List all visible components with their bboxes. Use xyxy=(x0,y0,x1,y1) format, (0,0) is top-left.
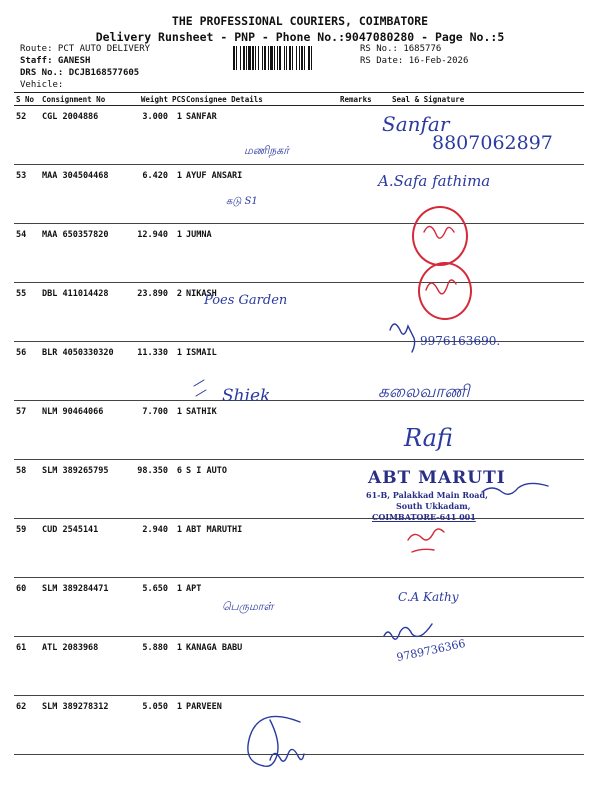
cell-consignment: CGL 2004886 xyxy=(40,106,124,165)
cell-consignment: BLR 4050330320 xyxy=(40,342,124,401)
phone-row-62: 9789736366 xyxy=(395,636,467,665)
drs-number: DRS No.: DCJB168577605 xyxy=(20,68,140,78)
col-remarks: Remarks xyxy=(340,94,372,104)
cell-weight: 5.050 xyxy=(124,696,170,755)
col-sno: S No xyxy=(14,93,40,106)
cell-sno: 52 xyxy=(14,106,40,165)
route-label: Route: PCT AUTO DELIVERY xyxy=(20,44,151,54)
cell-weight: 2.940 xyxy=(124,519,170,578)
signature-scribble-row-60 xyxy=(408,529,444,552)
cell-pcs: 2 xyxy=(170,283,184,342)
cell-pcs: 1 xyxy=(170,696,184,755)
cell-consignee: NIKASH xyxy=(184,283,338,342)
cell-weight: 5.880 xyxy=(124,637,170,696)
cell-pcs: 1 xyxy=(170,106,184,165)
cell-weight: 12.940 xyxy=(124,224,170,283)
cell-pcs: 6 xyxy=(170,460,184,519)
cell-consignee: ABT MARUTHI xyxy=(184,519,338,578)
cell-weight: 7.700 xyxy=(124,401,170,460)
cell-sno: 55 xyxy=(14,283,40,342)
cell-consignee: PARVEEN xyxy=(184,696,338,755)
cell-pcs: 1 xyxy=(170,578,184,637)
signature-row-61: C.A Kathy xyxy=(398,590,459,604)
staff-label: Staff: GANESH xyxy=(20,56,91,66)
stamp-name: ABT MARUTI xyxy=(368,468,506,488)
cell-consignee: JUMNA xyxy=(184,224,338,283)
cell-sno: 53 xyxy=(14,165,40,224)
stamp-address-3: COIMBATORE-641 001 xyxy=(372,512,476,522)
signature-scribble-row-59 xyxy=(482,483,548,494)
stamp-address-2: South Ukkadam, xyxy=(396,501,471,511)
cell-consignee: KANAGA BABU xyxy=(184,637,338,696)
cell-sno: 57 xyxy=(14,401,40,460)
signature-row-57: கலைவாணி xyxy=(378,382,470,402)
vehicle-label: Vehicle: xyxy=(20,80,64,90)
cell-consignee: AYUF ANSARI xyxy=(184,165,338,224)
note-row-55: Poes Garden xyxy=(204,293,288,308)
signature-row-52: Sanfar xyxy=(382,112,450,136)
cell-weight: 98.350 xyxy=(124,460,170,519)
cell-weight: 6.420 xyxy=(124,165,170,224)
signature-scribble-row-55 xyxy=(426,280,456,294)
phone-row-52: 8807062897 xyxy=(432,132,553,154)
cell-sno: 60 xyxy=(14,578,40,637)
cell-consignee: S I AUTO xyxy=(184,460,338,519)
col-weight: Weight xyxy=(124,93,170,106)
signature-scribble-row-56 xyxy=(390,324,415,352)
cell-consignment: MAA 650357820 xyxy=(40,224,124,283)
cell-consignee: APT xyxy=(184,578,338,637)
rs-date: RS Date: 16-Feb-2026 xyxy=(360,56,469,66)
cell-weight: 5.650 xyxy=(124,578,170,637)
cell-consignment: NLM 90464066 xyxy=(40,401,124,460)
note-row-57: Shiek xyxy=(222,386,271,406)
cell-pcs: 1 xyxy=(170,637,184,696)
cell-pcs: 1 xyxy=(170,224,184,283)
signature-scribble-row-54 xyxy=(424,226,454,238)
note-row-53: கடு S1 xyxy=(226,196,258,207)
signature-row-53: A.Safa fathima xyxy=(378,172,491,190)
cell-weight: 3.000 xyxy=(124,106,170,165)
cell-pcs: 1 xyxy=(170,401,184,460)
bottom-signature xyxy=(248,716,304,766)
cell-sno: 59 xyxy=(14,519,40,578)
cell-sno: 61 xyxy=(14,637,40,696)
cell-consignee: ISMAIL xyxy=(184,342,338,401)
cell-weight: 23.890 xyxy=(124,283,170,342)
note-row-52: மணிநகர் xyxy=(244,144,290,157)
col-pcs: PCS xyxy=(172,94,186,104)
cell-sno: 58 xyxy=(14,460,40,519)
cell-consignment: DBL 411014428 xyxy=(40,283,124,342)
cell-pcs: 1 xyxy=(170,165,184,224)
cell-consignment: CUD 2545141 xyxy=(40,519,124,578)
col-consignment: Consignment No xyxy=(40,93,124,106)
cell-sno: 56 xyxy=(14,342,40,401)
cell-weight: 11.330 xyxy=(124,342,170,401)
cell-pcs: 1 xyxy=(170,342,184,401)
phone-row-56: 9976163690. xyxy=(420,334,501,348)
rs-number: RS No.: 1685776 xyxy=(360,44,442,54)
note-row-61: பெருமாள் xyxy=(222,600,274,613)
col-consignee: Consignee Details xyxy=(184,93,338,106)
cell-consignee: SATHIK xyxy=(184,401,338,460)
company-title: THE PROFESSIONAL COURIERS, COIMBATORE xyxy=(171,14,429,28)
cell-consignment: SLM 389278312 xyxy=(40,696,124,755)
cell-consignment: MAA 304504468 xyxy=(40,165,124,224)
signature-scribble-row-62 xyxy=(384,624,432,639)
cell-consignee: SANFAR xyxy=(184,106,338,165)
signature-row-58: Rafi xyxy=(404,424,453,452)
cell-sno: 62 xyxy=(14,696,40,755)
cell-consignment: ATL 2083968 xyxy=(40,637,124,696)
runsheet-title: Delivery Runsheet - PNP - Phone No.:9047080280 - Page No.:5 xyxy=(95,30,505,44)
cell-pcs: 1 xyxy=(170,519,184,578)
cell-sno: 54 xyxy=(14,224,40,283)
stamp-address-1: 61-B, Palakkad Main Road, xyxy=(366,490,488,500)
col-seal-signature: Seal & Signature xyxy=(372,93,584,106)
signature-scribble-row-57-mark xyxy=(194,380,206,396)
cell-consignment: SLM 389284471 xyxy=(40,578,124,637)
cell-consignment: SLM 389265795 xyxy=(40,460,124,519)
